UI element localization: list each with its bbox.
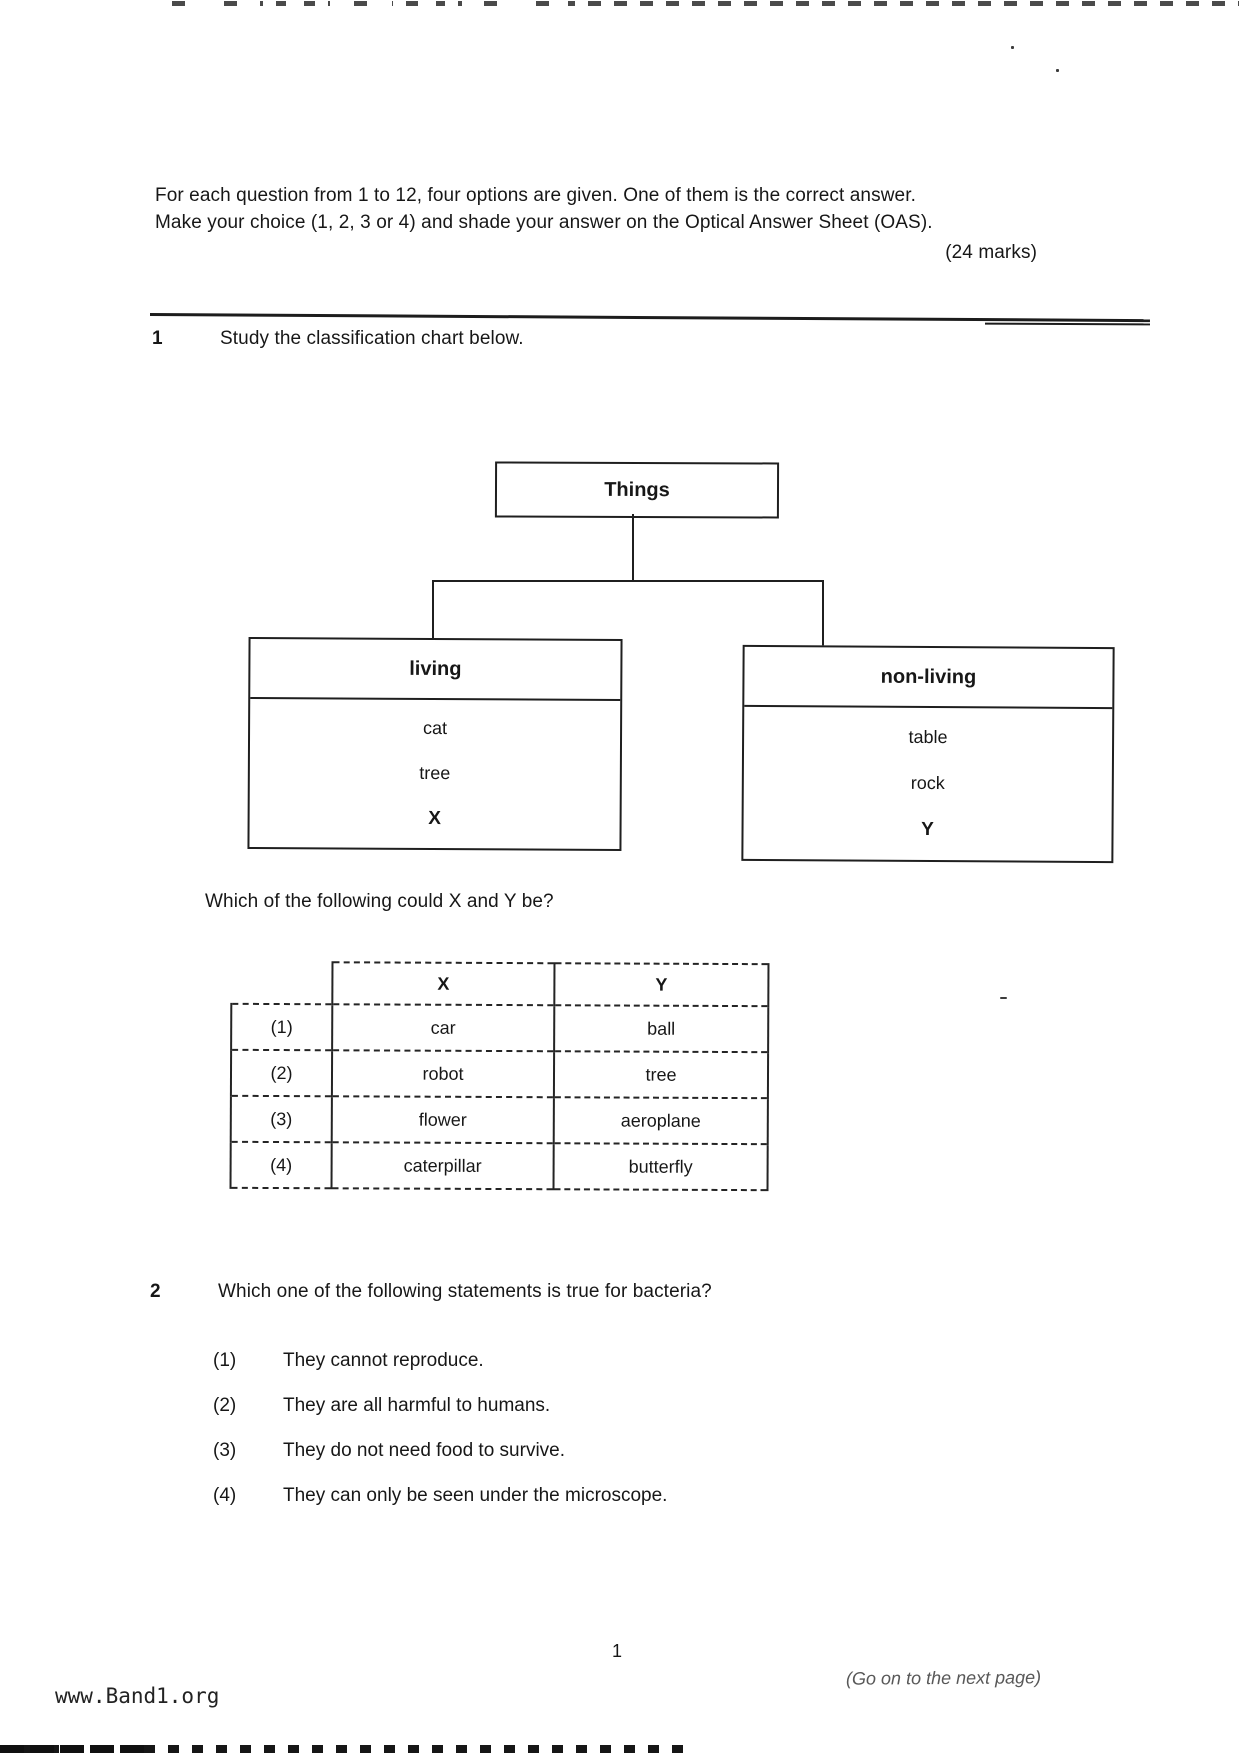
option-x-cell: car	[332, 1004, 554, 1051]
chart-living-item: tree	[419, 762, 451, 784]
option-number-cell: (2)	[231, 1050, 332, 1096]
chart-connector-drop-right	[822, 580, 824, 648]
options-table-header-row	[231, 962, 768, 1006]
question2-prompt: Which one of the following statements is true for bacteria?	[218, 1281, 712, 1302]
option-text: They do not need food to survive.	[283, 1440, 566, 1461]
chart-living-box	[247, 637, 622, 851]
scan-edge-artifact-bottom	[0, 1745, 695, 1753]
scan-speck	[1011, 46, 1014, 49]
table-row	[231, 1004, 768, 1052]
chart-root-label: Things	[604, 478, 670, 501]
option-x-cell: caterpillar	[332, 1142, 554, 1189]
options-table	[230, 961, 770, 1191]
option-x-cell: flower	[332, 1096, 554, 1143]
chart-nonliving-items	[743, 707, 1112, 861]
footer-website: www.Band1.org	[55, 1684, 220, 1708]
options-table-corner-cell	[231, 962, 332, 1004]
question1-sub-prompt: Which of the following could X and Y be?	[205, 891, 554, 912]
page-number: 1	[612, 1641, 623, 1661]
scan-speck	[1000, 997, 1007, 999]
chart-connector-stub	[632, 514, 634, 582]
instruction-line-1: For each question from 1 to 12, four options are given. One of them is the correct answer.	[155, 185, 916, 206]
option-text: They can only be seen under the microscope.	[283, 1485, 668, 1506]
option-label: (3)	[213, 1440, 237, 1461]
question1-number: 1	[152, 328, 163, 349]
question2-options	[213, 1348, 667, 1528]
chart-connector-rail	[432, 580, 824, 582]
table-row	[231, 1142, 768, 1190]
option-number-cell: (4)	[231, 1142, 332, 1188]
option-label: (4)	[213, 1485, 237, 1506]
chart-root-box	[495, 462, 779, 519]
scan-speck	[1056, 69, 1059, 72]
option-y-cell: tree	[554, 1051, 768, 1098]
table-row	[231, 1096, 768, 1144]
options-table-header-x: X	[332, 962, 554, 1005]
list-item	[213, 1438, 667, 1464]
option-text: They are all harmful to humans.	[283, 1395, 551, 1416]
list-item	[213, 1393, 667, 1419]
options-table-header-y: Y	[554, 963, 768, 1006]
list-item	[213, 1348, 667, 1374]
chart-nonliving-box	[741, 645, 1114, 863]
option-x-cell: robot	[332, 1050, 554, 1097]
option-number-cell: (3)	[231, 1096, 332, 1142]
option-number-cell: (1)	[231, 1004, 332, 1050]
option-y-cell: ball	[554, 1005, 768, 1052]
chart-living-label: living	[250, 639, 620, 701]
option-label: (2)	[213, 1395, 237, 1416]
footer-next-page-note: (Go on to the next page)	[845, 1667, 1042, 1689]
scan-edge-artifact-top	[172, 1, 1239, 6]
section-divider-line	[150, 313, 1150, 322]
table-row	[231, 1050, 768, 1098]
option-y-cell: aeroplane	[554, 1097, 768, 1144]
instructions-block	[155, 182, 1037, 266]
list-item	[213, 1483, 667, 1509]
chart-nonliving-item: rock	[910, 772, 945, 794]
chart-living-items	[249, 699, 620, 849]
question2-number: 2	[150, 1281, 161, 1302]
chart-nonliving-variable-y: Y	[921, 819, 934, 841]
option-y-cell: butterfly	[554, 1143, 768, 1190]
section-divider-line-echo	[985, 323, 1150, 326]
chart-nonliving-label: non-living	[744, 647, 1112, 709]
chart-living-item: cat	[423, 717, 448, 739]
instruction-line-2: Make your choice (1, 2, 3 or 4) and shade your answer on the Optical Answer Sheet (OAS).	[155, 212, 933, 233]
option-label: (1)	[213, 1350, 237, 1371]
marks-label: (24 marks)	[945, 242, 1037, 263]
chart-connector-drop-left	[432, 580, 434, 640]
option-text: They cannot reproduce.	[283, 1350, 484, 1371]
chart-living-variable-x: X	[428, 807, 442, 830]
question1-prompt: Study the classification chart below.	[220, 328, 524, 349]
chart-nonliving-item: table	[908, 726, 948, 747]
